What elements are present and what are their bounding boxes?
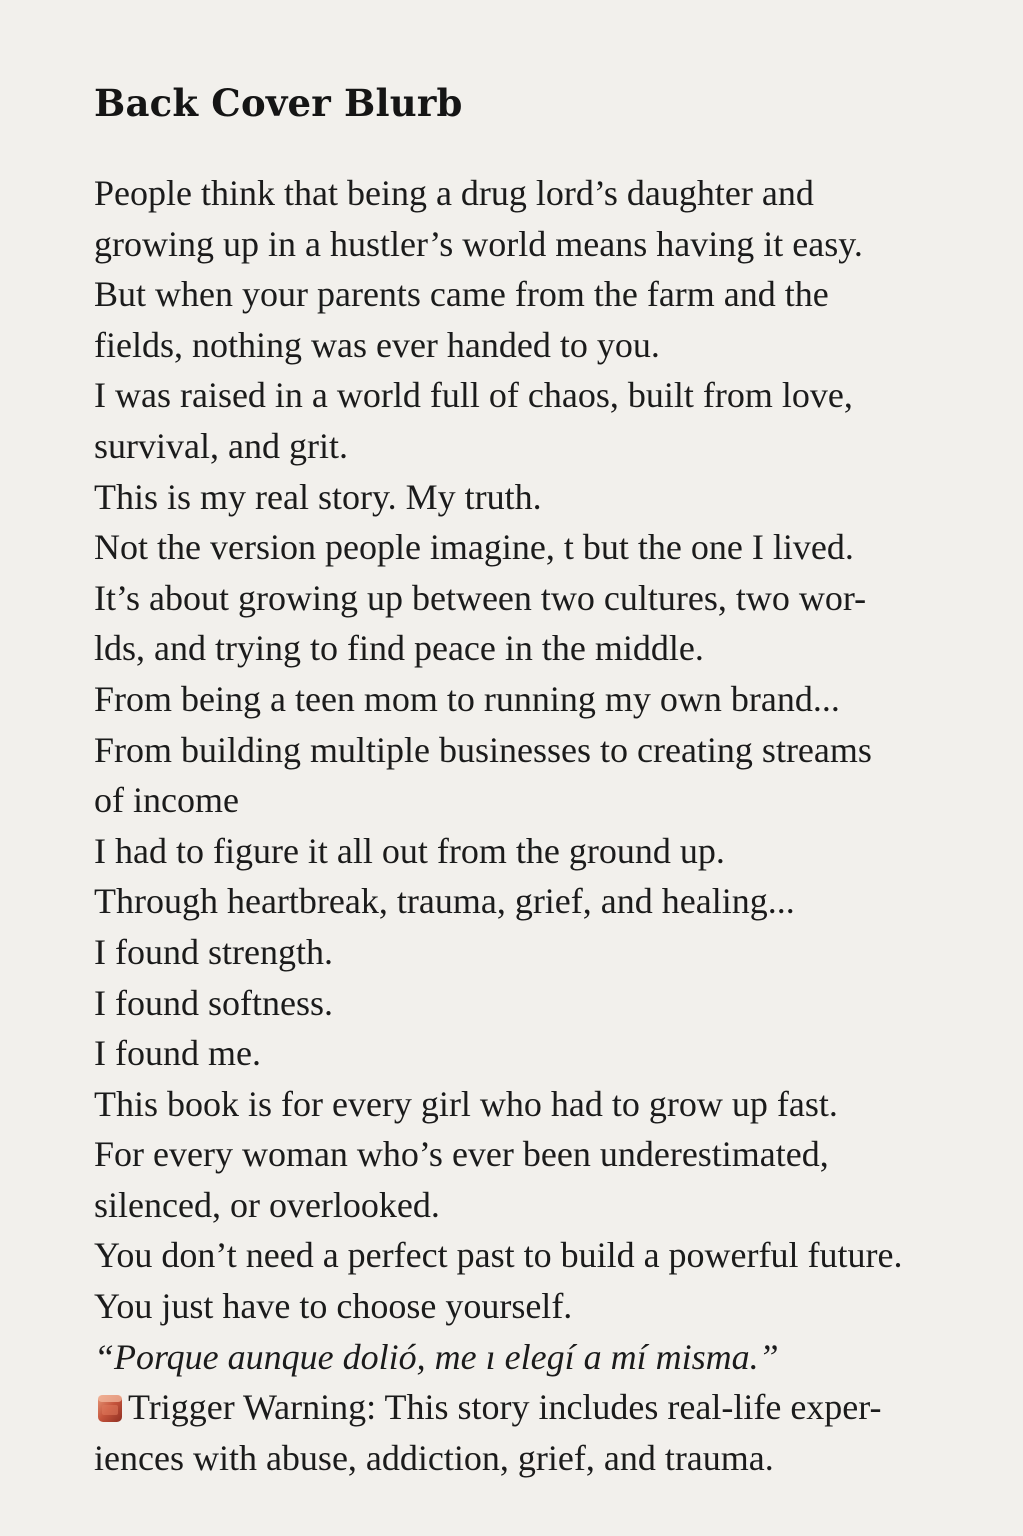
blurb-line: I found softness. <box>94 982 333 1023</box>
blurb-line: I found me. <box>94 1033 261 1074</box>
blurb-line: survival, and grit. <box>94 425 348 466</box>
blurb-line: For every woman who’s ever been underestimated, <box>94 1134 829 1175</box>
blurb-line: This book is for every girl who had to grow up fast. <box>94 1083 838 1124</box>
page-title: Back Cover Blurb <box>94 81 463 125</box>
trigger-warning <box>94 1382 954 1433</box>
blurb-line: silenced, or overlooked. <box>94 1184 440 1225</box>
blurb-line: of income <box>94 780 239 821</box>
blurb-line: You don’t need a perfect past to build a powerful future. <box>94 1235 903 1276</box>
blurb-line: growing up in a hustler’s world means having it easy. <box>94 223 863 264</box>
blurb-line: You just have to choose yourself. <box>94 1286 573 1327</box>
blurb-line: I was raised in a world full of chaos, built from love, <box>94 375 853 416</box>
trigger-warning-text-2: iences with abuse, addiction, grief, and trauma. <box>94 1437 774 1478</box>
blurb-line: Not the version people imagine, t but the one I lived. <box>94 527 854 568</box>
blurb-line: I had to figure it all out from the ground up. <box>94 830 725 871</box>
blurb-line: From building multiple businesses to creating streams <box>94 729 872 770</box>
back-cover-page <box>94 76 954 1483</box>
blurb-line: It’s about growing up between two cultures, two wor- <box>94 577 867 618</box>
blurb-body <box>94 168 954 1483</box>
candle-icon <box>94 1386 126 1416</box>
blurb-line: People think that being a drug lord’s daughter and <box>94 173 814 213</box>
blurb-line: But when your parents came from the farm and the <box>94 274 829 315</box>
trigger-warning-text-1: Trigger Warning: This story includes real-life exper- <box>128 1387 882 1428</box>
blurb-line: This is my real story. My truth. <box>94 476 542 517</box>
spanish-quote: “Porque aunque dolió, me ı elegí a mí misma.” <box>94 1336 779 1377</box>
blurb-line: I found strength. <box>94 931 333 972</box>
blurb-line: fields, nothing was ever handed to you. <box>94 324 660 365</box>
blurb-line: lds, and trying to find peace in the middle. <box>94 628 704 669</box>
blurb-line: From being a teen mom to running my own brand... <box>94 678 840 719</box>
blurb-line: Through heartbreak, trauma, grief, and healing... <box>94 881 795 922</box>
